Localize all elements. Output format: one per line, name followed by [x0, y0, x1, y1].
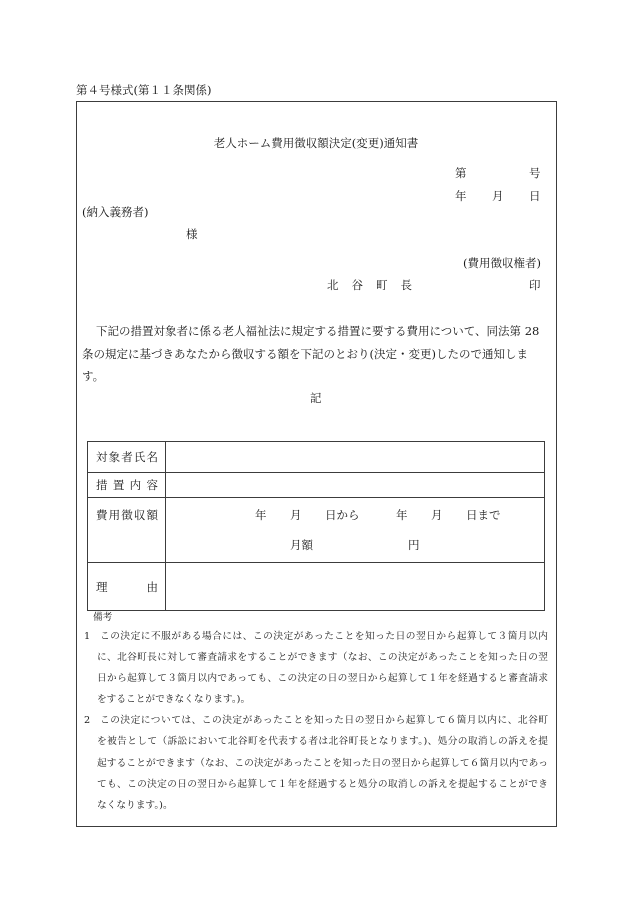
note-line: この決定に不服がある場合には、この決定があったことを知った日の翌日から起算して３箇月以内: [100, 631, 548, 642]
note-line: なくなります。)。: [97, 800, 173, 811]
document-title: 老人ホーム費用徴収額決定(変更)通知書: [213, 136, 419, 150]
period-from-month: 月: [290, 508, 302, 522]
form-number-label: 第４号様式(第１１条関係): [76, 83, 212, 97]
period-to-month: 月: [431, 508, 443, 522]
note-number: 2: [84, 715, 91, 726]
note-line: をすることができなくなります。)。: [97, 694, 251, 705]
collection-amount-cell: [166, 498, 545, 563]
remarks-heading: 備考: [93, 612, 113, 623]
period-from-year: 年: [255, 508, 267, 522]
collector-label: (費用徴収権者): [463, 256, 541, 270]
table-row: [88, 473, 545, 498]
measure-content-cell: [166, 473, 545, 498]
note-line: 日から起算して３箇月以内であっても、この決定の日の翌日から起算して１年を経過すると審査請求: [97, 673, 548, 684]
reason-label: 理 由: [88, 563, 166, 611]
detail-table: [87, 441, 545, 611]
note-line: に、北谷町長に対して審査請求をすることができます（なお、この決定があったことを知った日の翌: [97, 652, 548, 663]
body-text-line: す。: [82, 369, 105, 383]
collection-amount-label: 費用徴収額: [88, 498, 166, 563]
document-number-prefix: 第: [455, 166, 467, 180]
period-to-year: 年: [396, 508, 408, 522]
collector-name: 北 谷 町 長: [327, 278, 412, 292]
note-line: を被告として（訴訟において北谷町を代表する者は北谷町長となります。)、処分の取消しの訴えを提: [97, 736, 548, 747]
ki-heading: 記: [310, 391, 322, 405]
body-text-line: 条の規定に基づきあなたから徴収する額を下記のとおり(決定・変更)したので通知しま: [82, 347, 528, 361]
payer-label: (納入義務者): [82, 205, 149, 219]
measure-content-label: 措 置 内 容: [88, 473, 166, 498]
note-line: この決定については、この決定があったことを知った日の翌日から起算して６箇月以内に、北谷町: [100, 715, 548, 726]
subject-name-cell: [166, 442, 545, 473]
body-text-line: 下記の措置対象者に係る老人福祉法に規定する措置に要する費用について、同法第 28: [96, 324, 540, 338]
note-line: ても、この決定の日の翌日から起算して１年を経過すると処分の取消しの訴えを提起することができ: [97, 779, 548, 790]
table-row: [88, 563, 545, 611]
payer-honorific: 様: [186, 227, 198, 241]
table-row: [88, 498, 545, 563]
period-to-day: 日まで: [466, 508, 501, 522]
issue-date-month: 月: [492, 189, 504, 203]
table-row: [88, 442, 545, 473]
note-number: 1: [84, 631, 91, 642]
issue-date-year: 年: [455, 189, 467, 203]
document-number-suffix: 号: [529, 166, 541, 180]
currency-unit: 円: [408, 538, 420, 552]
period-from-day: 日から: [325, 508, 360, 522]
note-line: 起することができます（なお、この決定があったことを知った日の翌日から起算して６箇月以内であっ: [97, 758, 548, 769]
issue-date-day: 日: [529, 189, 541, 203]
reason-cell: [166, 563, 545, 611]
seal-mark: 印: [529, 278, 541, 292]
monthly-amount-label: 月額: [290, 538, 313, 552]
subject-name-label: 対象者氏名: [88, 442, 166, 473]
